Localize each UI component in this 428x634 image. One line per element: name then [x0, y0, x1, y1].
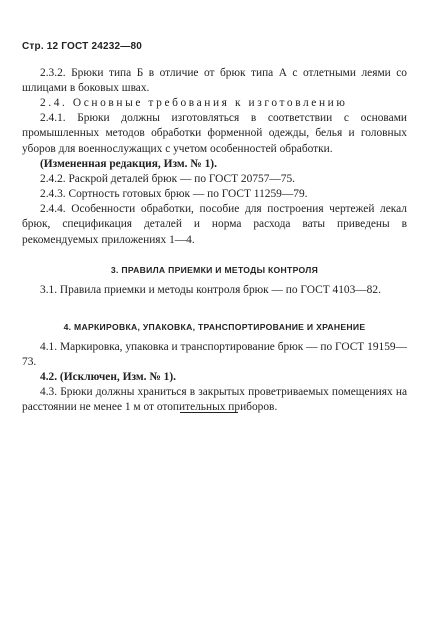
clause-2-4-3: 2.4.3. Сортность готовых брюк — по ГОСТ 11259—79. [40, 188, 308, 200]
clause-2-4-1: 2.4.1. Брюки должны изготовляться в соответствии с основами промышленных методов обработки форменной одежды, белья и головных уборов для военнослужащих с учетом особенностей обработки. [22, 112, 407, 155]
clause-2-4-heading: 2.4. Основные требования к изготовлению [40, 97, 348, 109]
standard-number: ГОСТ 24232—80 [61, 41, 143, 52]
end-rule [180, 412, 238, 413]
clause-2-4-2: 2.4.2. Раскрой деталей брюк — по ГОСТ 20757—75. [40, 173, 296, 185]
clause-2-3-2: 2.3.2. Брюки типа Б в отличие от брюк типа А с отлетными леями со шлицами в боковых швах. [22, 67, 407, 95]
clause-4-2-text: 4.2. (Исключен, Изм. № 1). [40, 371, 176, 383]
section-3-title: 3. ПРАВИЛА ПРИЕМКИ И МЕТОДЫ КОНТРОЛЯ [110, 265, 319, 275]
clause-3-1: 3.1. Правила приемки и методы контроля брюк — по ГОСТ 4103—82. [40, 284, 381, 296]
section-4-title: 4. МАРКИРОВКА, УПАКОВКА, ТРАНСПОРТИРОВАНИЕ И ХРАНЕНИЕ [63, 322, 366, 332]
clause-4-1: 4.1. Маркировка, упаковка и транспортирование брюк — по ГОСТ 19159—73. [22, 341, 407, 369]
amendment-note: (Измененная редакция, Изм. № 1). [40, 158, 217, 170]
clause-4-3: 4.3. Брюки должны храниться в закрытых проветриваемых помещениях на расстоянии не менее 1 м от отопительных приборов. [22, 386, 407, 414]
clause-2-4-4: 2.4.4. Особенности обработки, пособие для построения чертежей лекал брюк, спецификация деталей и норма расхода ваты приведены в рекомендуемых приложениях 1—4. [22, 203, 407, 246]
page-header [22, 41, 142, 52]
clause-4-2 [22, 370, 407, 385]
page-number: Стр. 12 [22, 41, 59, 52]
